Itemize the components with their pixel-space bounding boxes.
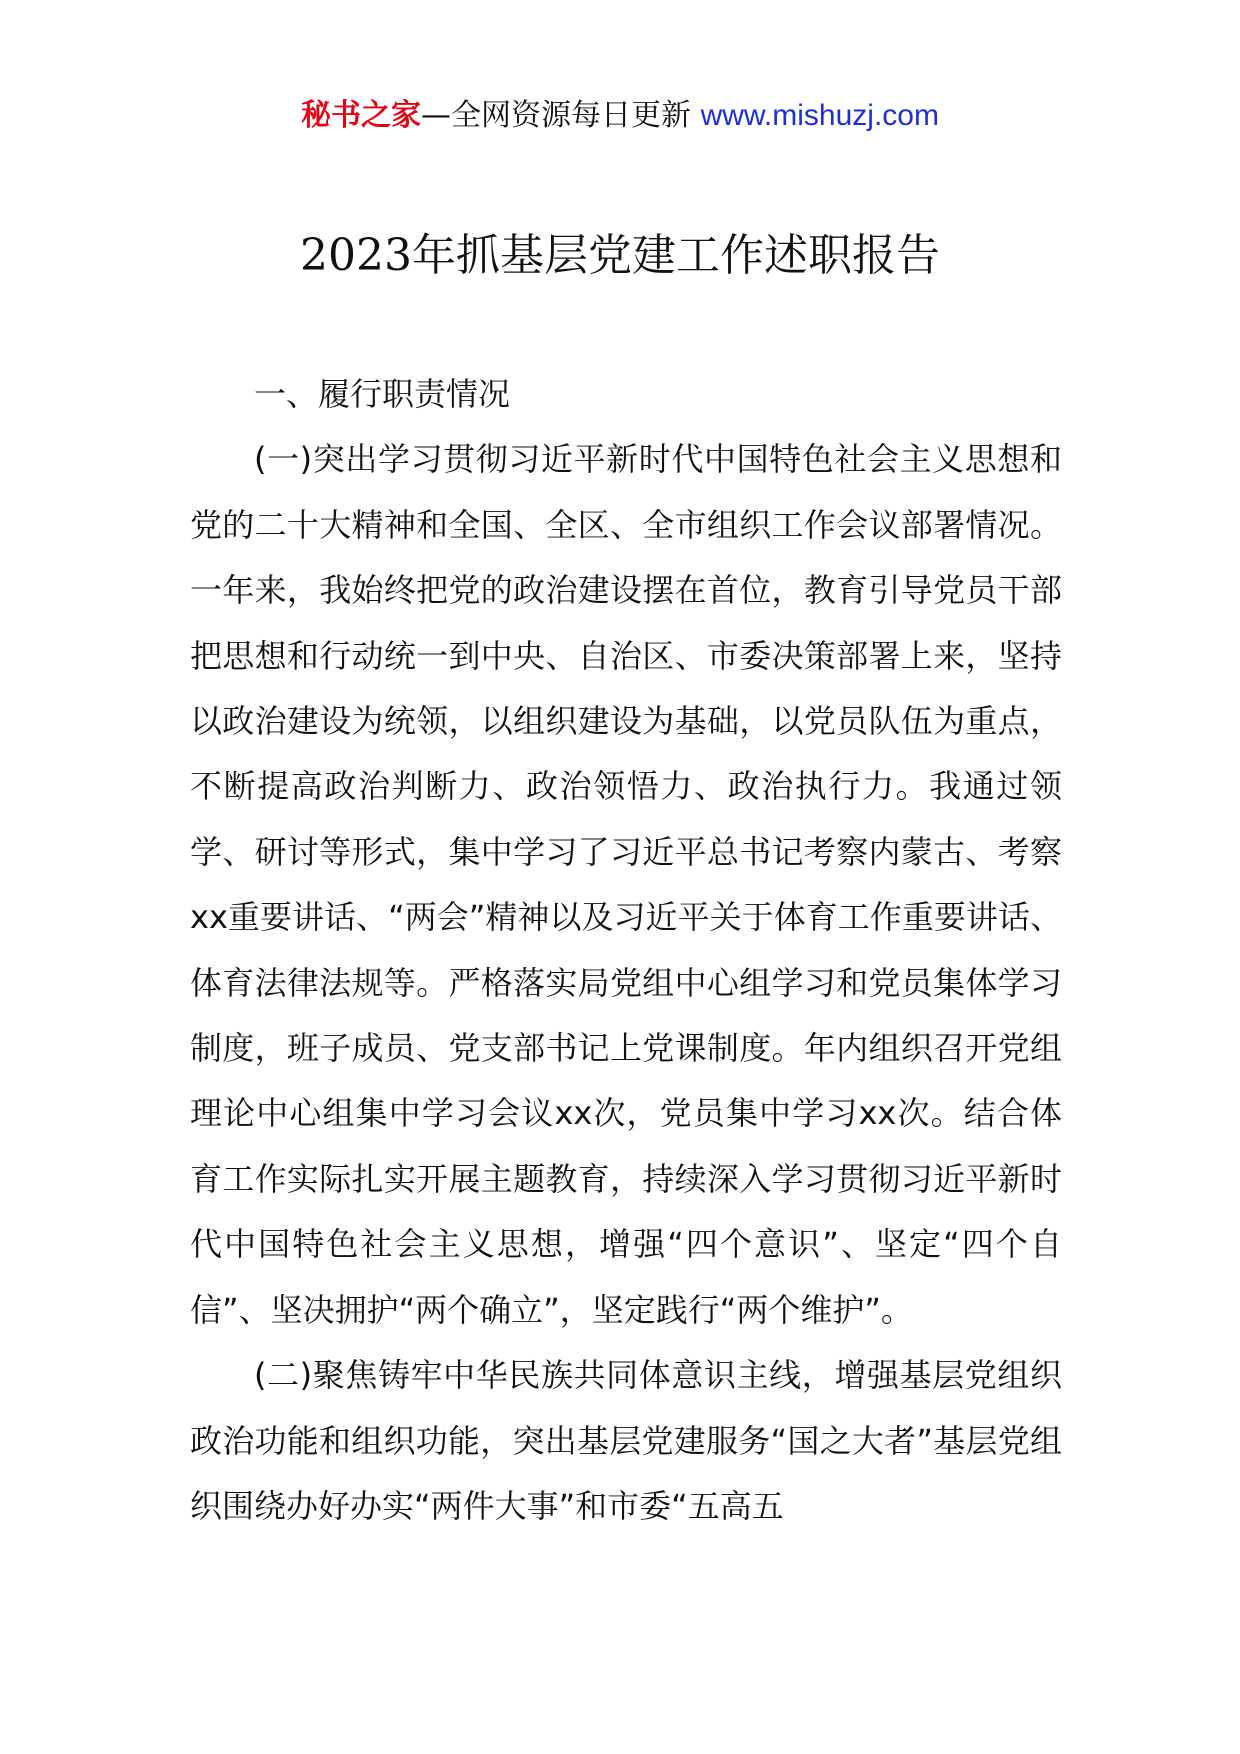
document-body [190, 362, 1062, 1539]
site-banner [0, 96, 1240, 136]
paragraph: (一)突出学习贯彻习近平新时代中国特色社会主义思想和党的二十大精神和全国、全区、全市组织工作会议部署情况。一年来，我始终把党的政治建设摆在首位，教育引导党员干部把思想和行动统一到中央、自治区、市委决策部署上来，坚持以政治建设为统领，以组织建设为基础，以党员队伍为重点，不断提高政治判断力、政治领悟力、政治执行力。我通过领学、研讨等形式，集中学习了习近平总书记考察内蒙古、考察xx重要讲话、“两会”精神以及习近平关于体育工作重要讲话、体育法律法规等。严格落实局党组中心组学习和党员集体学习制度，班子成员、党支部书记上党课制度。年内组织召开党组理论中心组集中学习会议xx次，党员集中学习xx次。结合体育工作实际扎实开展主题教育，持续深入学习贯彻习近平新时代中国特色社会主义思想，增强“四个意识”、坚定“四个自信”、坚决拥护“两个确立”，坚定践行“两个维护”。 [190, 440, 1062, 1329]
paragraph: (二)聚焦铸牢中华民族共同体意识主线，增强基层党组织政治功能和组织功能，突出基层党建服务“国之大者”基层党组织围绕办好办实“两件大事”和市委“五高五 [190, 1356, 1062, 1525]
brand-slogan: —全网资源每日更新 [421, 98, 692, 133]
section-heading: 一、履行职责情况 [254, 375, 511, 413]
site-url[interactable]: www.mishuzj.com [700, 99, 939, 132]
brand-name: 秘书之家 [301, 98, 422, 133]
document-title: 2023年抓基层党建工作述职报告 [300, 230, 940, 281]
